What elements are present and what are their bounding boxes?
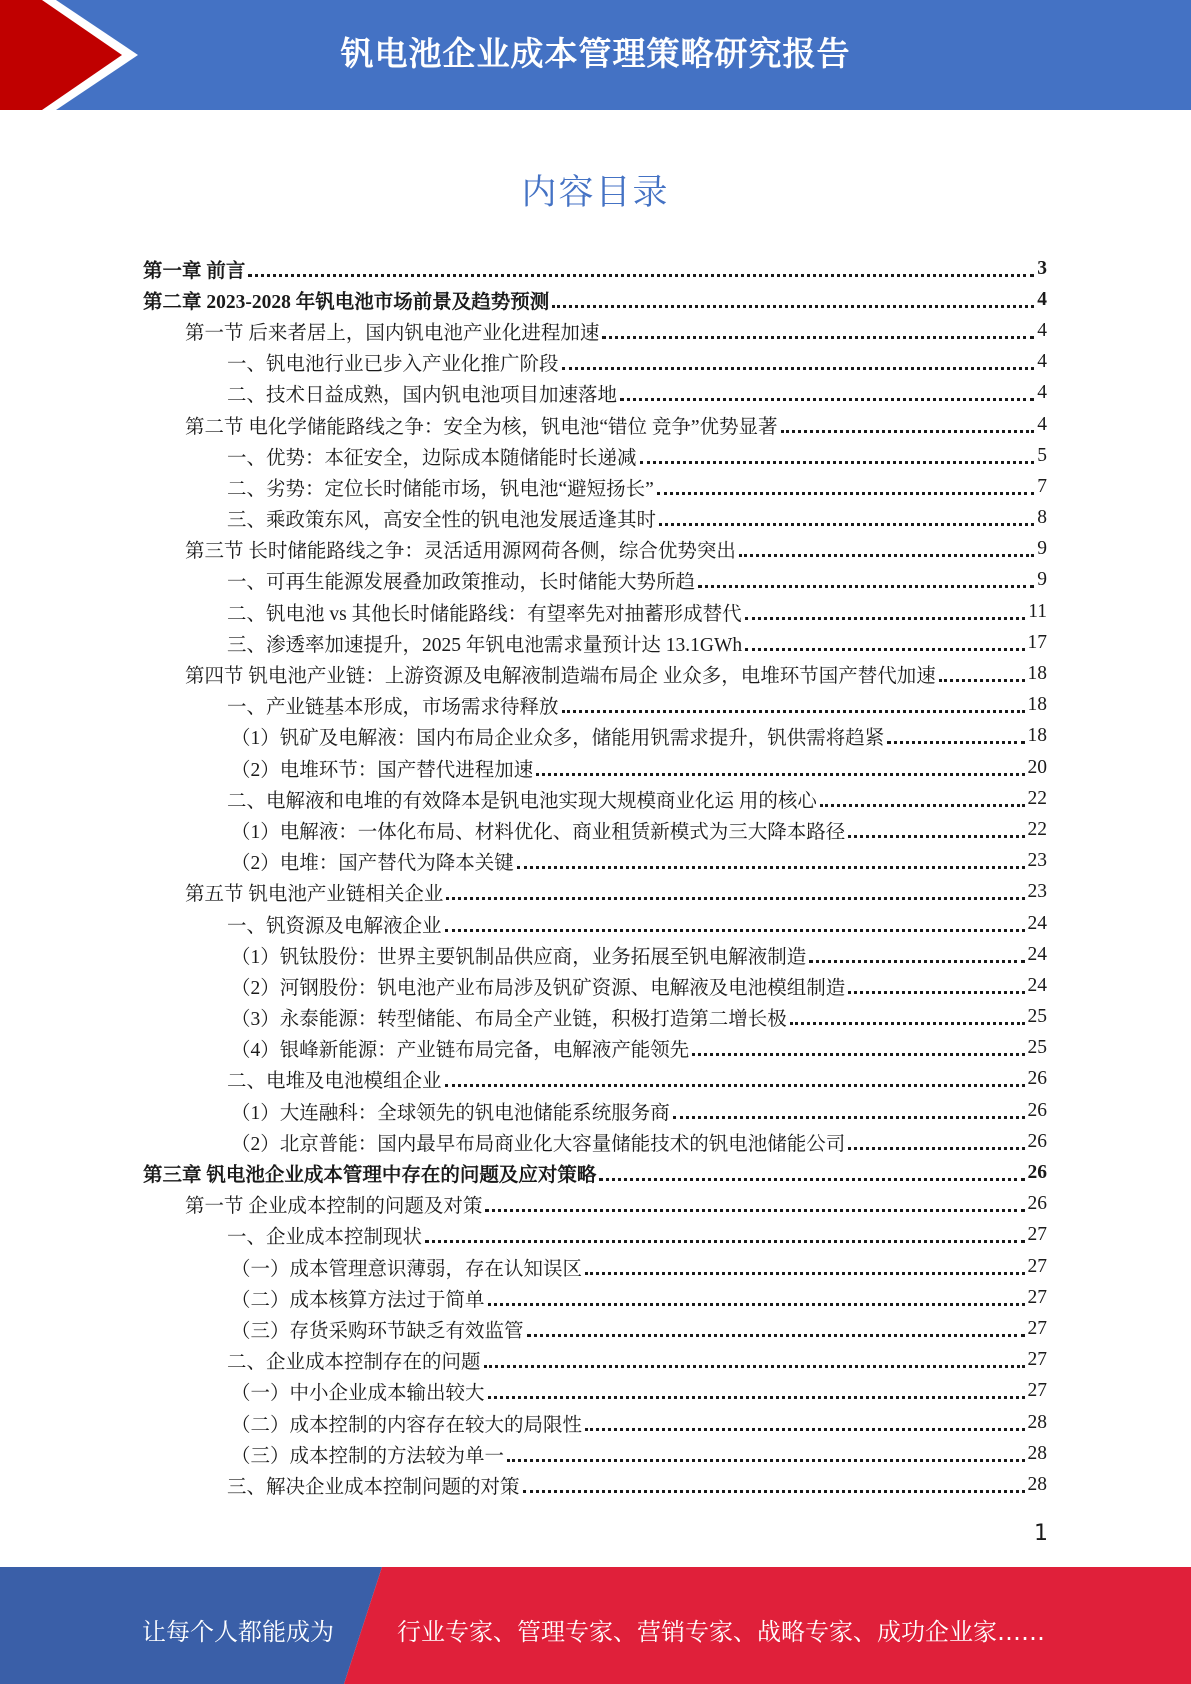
dot-leader xyxy=(745,647,1024,651)
toc-entry-page: 25 xyxy=(1027,1037,1047,1059)
toc-entry-title: 第一章 前言 xyxy=(143,260,246,282)
dot-leader xyxy=(640,460,1035,464)
dot-leader xyxy=(507,1458,1024,1462)
toc-entry[interactable] xyxy=(143,409,1047,440)
toc-entry-page: 27 xyxy=(1027,1286,1047,1308)
toc-entry-page: 28 xyxy=(1027,1442,1047,1464)
toc-entry-page: 18 xyxy=(1027,663,1047,685)
toc-entry[interactable] xyxy=(143,1251,1047,1282)
toc-entry-title: （二）成本控制的内容存在较大的局限性 xyxy=(231,1414,583,1436)
dot-leader xyxy=(585,1271,1024,1275)
toc-entry[interactable] xyxy=(143,565,1047,596)
toc-entry[interactable] xyxy=(143,814,1047,845)
toc-entry-title: （2）北京普能：国内最早布局商业化大容量储能技术的钒电池储能公司 xyxy=(231,1133,846,1155)
toc-entry[interactable] xyxy=(143,1407,1047,1438)
toc-entry[interactable] xyxy=(143,503,1047,534)
toc-entry-page: 28 xyxy=(1027,1473,1047,1495)
toc-entry-page: 4 xyxy=(1037,319,1047,341)
toc-entry[interactable] xyxy=(143,1157,1047,1188)
dot-leader xyxy=(620,397,1034,401)
toc-entry[interactable] xyxy=(143,1469,1047,1500)
toc-entry-title: 第五节 钒电池产业链相关企业 xyxy=(185,884,444,906)
toc-entry[interactable] xyxy=(143,752,1047,783)
toc-entry-title: （1）钒矿及电解液：国内布局企业众多，储能用钒需求提升，钒供需将趋紧 xyxy=(231,728,885,750)
dot-leader xyxy=(745,616,1026,620)
toc-entry-title: 一、优势：本征安全，边际成本随储能时长递减 xyxy=(227,447,637,469)
toc-entry[interactable] xyxy=(143,877,1047,908)
toc-entry-page: 8 xyxy=(1037,507,1047,529)
toc-entry-title: （2）河钢股份：钒电池产业布局涉及钒矿资源、电解液及电池模组制造 xyxy=(231,977,846,999)
toc-entry-title: 一、钒资源及电解液企业 xyxy=(227,915,442,937)
toc-entry[interactable] xyxy=(143,627,1047,658)
toc-entry[interactable] xyxy=(143,970,1047,1001)
toc-entry[interactable] xyxy=(143,1095,1047,1126)
dot-leader xyxy=(657,491,1034,495)
toc-entry[interactable] xyxy=(143,253,1047,284)
toc-heading: 内容目录 xyxy=(521,173,670,213)
dot-leader xyxy=(673,1115,1025,1119)
toc-entry-title: 三、乘政策东风，高安全性的钒电池发展适逢其时 xyxy=(227,510,657,532)
toc-entry-page: 9 xyxy=(1037,569,1047,591)
toc-entry-page: 27 xyxy=(1027,1255,1047,1277)
toc-entry-page: 27 xyxy=(1027,1349,1047,1371)
toc-entry-title: 一、钒电池行业已步入产业化推广阶段 xyxy=(227,354,559,376)
dot-leader xyxy=(517,865,1025,869)
toc-entry-page: 26 xyxy=(1027,1130,1047,1152)
dot-leader xyxy=(698,584,1034,588)
toc-entry[interactable] xyxy=(143,1033,1047,1064)
toc-entry-page: 24 xyxy=(1027,974,1047,996)
toc-entry[interactable] xyxy=(143,1220,1047,1251)
dot-leader xyxy=(445,1083,1025,1087)
toc-entry-title: 一、企业成本控制现状 xyxy=(227,1227,423,1249)
toc-entry-title: （三）成本控制的方法较为单一 xyxy=(231,1445,505,1467)
toc-entry-title: （三）存货采购环节缺乏有效监管 xyxy=(231,1320,524,1342)
dot-leader xyxy=(562,709,1025,713)
toc-entry-page: 27 xyxy=(1027,1317,1047,1339)
toc-entry-title: 二、电堆及电池模组企业 xyxy=(227,1071,442,1093)
dot-leader xyxy=(446,896,1024,900)
footer-banner xyxy=(0,1567,1191,1684)
toc-entry[interactable] xyxy=(143,1282,1047,1313)
dot-leader xyxy=(425,1239,1024,1243)
dot-leader xyxy=(485,1208,1024,1212)
toc-entry-page: 20 xyxy=(1027,756,1047,778)
toc-entry-page: 4 xyxy=(1037,382,1047,404)
dot-leader xyxy=(820,803,1025,807)
toc-entry-title: （1）大连融科：全球领先的钒电池储能系统服务商 xyxy=(231,1102,670,1124)
toc-entry-title: 一、可再生能源发展叠加政策推动，长时储能大势所趋 xyxy=(227,572,696,594)
toc-entry-page: 26 xyxy=(1027,1193,1047,1215)
dot-leader xyxy=(599,1177,1024,1181)
toc-entry-page: 27 xyxy=(1027,1380,1047,1402)
footer-slogan-left: 让每个人都能成为 xyxy=(142,1618,334,1646)
toc-entry-title: （一）成本管理意识薄弱，存在认知误区 xyxy=(231,1258,583,1280)
toc-entry-title: （3）永泰能源：转型储能、布局全产业链，积极打造第二增长极 xyxy=(231,1009,787,1031)
toc-entry[interactable] xyxy=(143,939,1047,970)
toc-entry[interactable] xyxy=(143,1126,1047,1157)
toc-entry[interactable] xyxy=(143,378,1047,409)
toc-entry[interactable] xyxy=(143,846,1047,877)
toc-entry-page: 26 xyxy=(1027,1068,1047,1090)
toc-entry[interactable] xyxy=(143,783,1047,814)
toc-entry-page: 25 xyxy=(1027,1006,1047,1028)
dot-leader xyxy=(248,273,1034,277)
dot-leader xyxy=(739,553,1034,557)
toc-entry-title: （1）钒钛股份：世界主要钒制品供应商，业务拓展至钒电解液制造 xyxy=(231,946,807,968)
dot-leader xyxy=(527,1333,1025,1337)
dot-leader xyxy=(848,1146,1024,1150)
toc-entry-page: 5 xyxy=(1037,444,1047,466)
dot-leader xyxy=(692,1052,1024,1056)
report-header xyxy=(0,0,1191,110)
toc-entry-page: 22 xyxy=(1027,787,1047,809)
toc-entry-page: 22 xyxy=(1027,818,1047,840)
dot-leader xyxy=(552,304,1034,308)
dot-leader xyxy=(848,990,1024,994)
dot-leader xyxy=(488,1395,1025,1399)
page-number: 1 xyxy=(1034,1521,1048,1546)
toc-entry[interactable] xyxy=(143,471,1047,502)
toc-entry-page: 17 xyxy=(1027,631,1047,653)
toc-entry-page: 27 xyxy=(1027,1224,1047,1246)
dot-leader xyxy=(523,1489,1025,1493)
dot-leader xyxy=(939,678,1025,682)
toc-entry-title: 三、渗透率加速提升，2025 年钒电池需求量预计达 13.1GWh xyxy=(227,634,743,656)
toc-entry-page: 3 xyxy=(1037,257,1047,279)
toc-entry-title: 第二章 2023-2028 年钒电池市场前景及趋势预测 xyxy=(143,291,550,313)
dot-leader xyxy=(659,522,1034,526)
toc-entry-title: 二、技术日益成熟，国内钒电池项目加速落地 xyxy=(227,385,618,407)
toc-entry-page: 26 xyxy=(1027,1162,1047,1184)
toc-entry-title: （2）电堆环节：国产替代进程加速 xyxy=(231,759,534,781)
toc-entry[interactable] xyxy=(143,690,1047,721)
dot-leader xyxy=(781,429,1035,433)
toc-entry-title: 二、钒电池 vs 其他长时储能路线：有望率先对抽蓄形成替代 xyxy=(227,603,742,625)
toc-entry[interactable] xyxy=(143,1376,1047,1407)
toc-entry[interactable] xyxy=(143,596,1047,627)
table-of-contents xyxy=(143,253,1047,1501)
toc-entry[interactable] xyxy=(143,1345,1047,1376)
toc-entry-page: 4 xyxy=(1037,413,1047,435)
toc-entry[interactable] xyxy=(143,1438,1047,1469)
dot-leader xyxy=(536,772,1024,776)
report-title: 钒电池企业成本管理策略研究报告 xyxy=(340,34,851,73)
toc-entry-title: 第三章 钒电池企业成本管理中存在的问题及应对策略 xyxy=(143,1165,597,1187)
toc-entry-title: （2）电堆：国产替代为降本关键 xyxy=(231,853,514,875)
toc-entry-title: 一、产业链基本形成，市场需求待释放 xyxy=(227,697,559,719)
toc-entry[interactable] xyxy=(143,347,1047,378)
toc-entry[interactable] xyxy=(143,440,1047,471)
toc-entry-title: 三、解决企业成本控制问题的对策 xyxy=(227,1476,520,1498)
toc-entry[interactable] xyxy=(143,1313,1047,1344)
toc-entry-title: 第三节 长时储能路线之争：灵活适用源网荷各侧，综合优势突出 xyxy=(185,541,736,563)
toc-entry-title: 第一节 后来者居上，国内钒电池产业化进程加速 xyxy=(185,322,600,344)
dot-leader xyxy=(488,1302,1025,1306)
dot-leader xyxy=(809,959,1024,963)
toc-entry[interactable] xyxy=(143,658,1047,689)
dot-leader xyxy=(848,834,1024,838)
dot-leader xyxy=(602,335,1034,339)
toc-entry-page: 4 xyxy=(1037,288,1047,310)
toc-entry-page: 24 xyxy=(1027,912,1047,934)
toc-entry-title: 二、劣势：定位长时储能市场，钒电池“避短扬长” xyxy=(227,478,654,500)
toc-entry-page: 28 xyxy=(1027,1411,1047,1433)
toc-entry[interactable] xyxy=(143,908,1047,939)
toc-entry-title: 第二节 电化学储能路线之争：安全为核，钒电池“错位 竞争”优势显著 xyxy=(185,416,778,438)
toc-entry-page: 4 xyxy=(1037,351,1047,373)
toc-entry[interactable] xyxy=(143,315,1047,346)
toc-entry-page: 7 xyxy=(1037,475,1047,497)
toc-entry[interactable] xyxy=(143,534,1047,565)
toc-entry-page: 11 xyxy=(1028,600,1047,622)
footer-slogan-right: 行业专家、管理专家、营销专家、战略专家、成功企业家…… xyxy=(397,1618,1045,1646)
toc-entry-title: （二）成本核算方法过于简单 xyxy=(231,1289,485,1311)
toc-entry-title: （1）电解液：一体化布局、材料优化、商业租赁新模式为三大降本路径 xyxy=(231,821,846,843)
toc-entry[interactable] xyxy=(143,1064,1047,1095)
toc-entry[interactable] xyxy=(143,284,1047,315)
toc-entry-title: （4）银峰新能源：产业链布局完备，电解液产能领先 xyxy=(231,1040,690,1062)
toc-entry-page: 26 xyxy=(1027,1099,1047,1121)
toc-entry-page: 24 xyxy=(1027,943,1047,965)
dot-leader xyxy=(585,1427,1024,1431)
toc-entry-title: （一）中小企业成本输出较大 xyxy=(231,1383,485,1405)
dot-leader xyxy=(790,1021,1025,1025)
toc-entry-page: 9 xyxy=(1037,538,1047,560)
toc-entry-title: 二、电解液和电堆的有效降本是钒电池实现大规模商业化运 用的核心 xyxy=(227,790,817,812)
toc-entry[interactable] xyxy=(143,1002,1047,1033)
dot-leader xyxy=(887,740,1024,744)
dot-leader xyxy=(445,928,1025,932)
toc-entry-title: 第四节 钒电池产业链：上游资源及电解液制造端布局企 业众多，电堆环节国产替代加速 xyxy=(185,666,936,688)
toc-entry[interactable] xyxy=(143,721,1047,752)
toc-entry-page: 23 xyxy=(1027,850,1047,872)
toc-entry[interactable] xyxy=(143,1189,1047,1220)
toc-entry-page: 18 xyxy=(1027,694,1047,716)
toc-entry-title: 二、企业成本控制存在的问题 xyxy=(227,1352,481,1374)
toc-entry-title: 第一节 企业成本控制的问题及对策 xyxy=(185,1196,483,1218)
toc-entry-page: 23 xyxy=(1027,881,1047,903)
dot-leader xyxy=(484,1364,1025,1368)
toc-entry-page: 18 xyxy=(1027,725,1047,747)
dot-leader xyxy=(562,366,1035,370)
